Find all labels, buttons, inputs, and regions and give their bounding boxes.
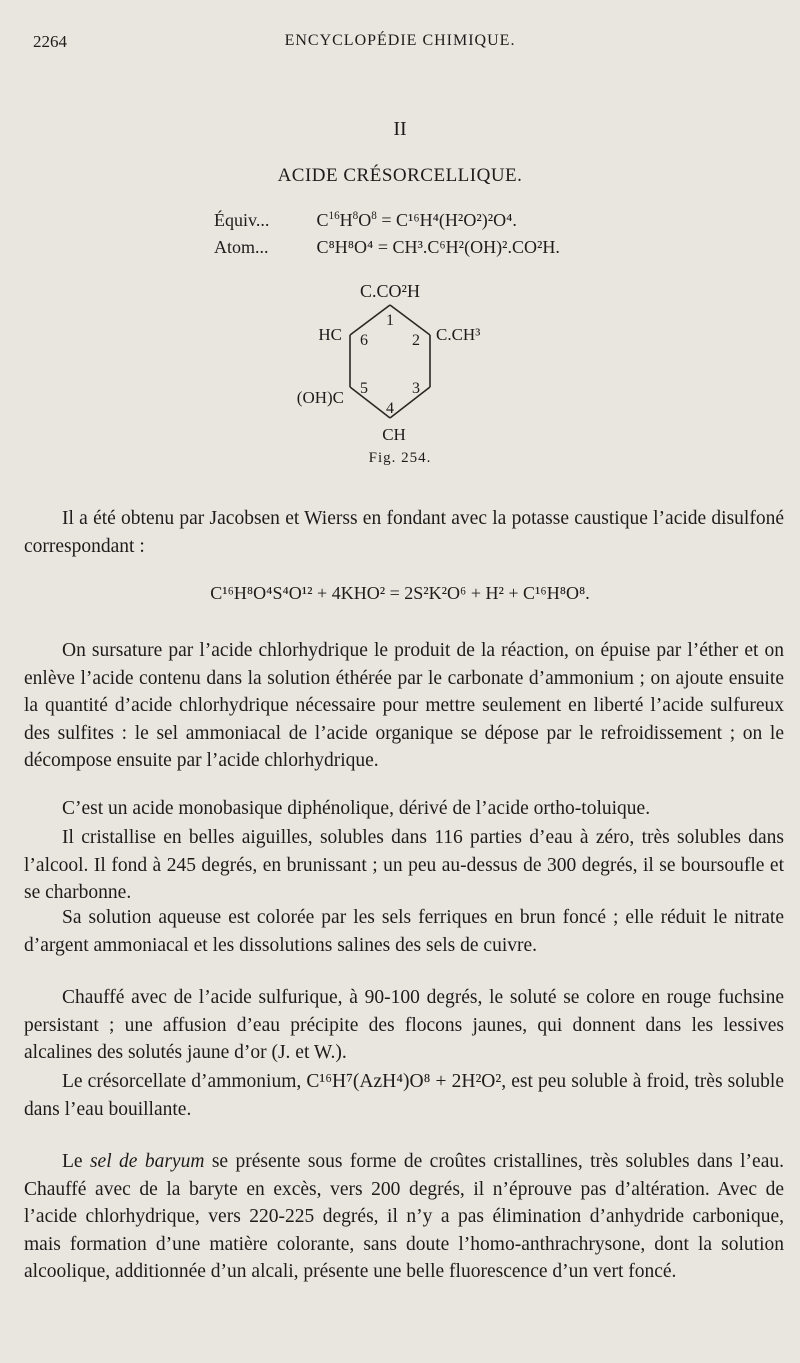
atom-rhs: = CH³.C⁶H²(OH)².CO²H. [377,237,560,257]
section-title: ACIDE CRÉSORCELLIQUE. [277,165,523,186]
substituent-bottom: CH [382,425,406,444]
position-6: 6 [360,332,368,349]
section-number: II [393,118,407,140]
running-title: ENCYCLOPÉDIE CHIMIQUE. [284,32,516,49]
paragraph-1: Il a été obtenu par Jacobsen et Wierss en fondant avec la potasse caustique l’acide disulfoné correspondant : [24,508,784,557]
equiv-lhs: $C^{16}H^8O^8$ [316,210,377,230]
position-1: 1 [386,312,394,329]
position-2: 2 [412,332,420,349]
italic-term: sel de baryum [89,1151,205,1172]
substituent-right-upper: C.CH³ [436,325,481,344]
substituent-top: C.CO²H [360,281,420,301]
paragraph-4: Il cristallise en belles aiguilles, solubles dans 116 parties d’eau à zéro, très solubles dans l’alcool. Il fond à 245 degrés, en brunissant ; un peu au-dessus de 300 degrés, il se boursoufle et se charbonne. [24,827,784,903]
position-5: 5 [360,380,368,397]
page-number: 2264 [33,32,67,51]
equiv-label: Équiv... [214,210,270,230]
structural-formula-diagram [260,275,520,450]
position-3: 3 [412,380,420,397]
paragraph-7: Le crésorcellate d’ammonium, C¹⁶H⁷(AzH⁴)O⁸ + 2H²O², est peu soluble à froid, très soluble dans l’eau bouillante. [24,1071,784,1120]
paragraph-3: C’est un acide monobasique diphénolique, dérivé de l’acide ortho-toluique. [62,798,651,819]
paragraph-5: Sa solution aqueuse est colorée par les sels ferriques en brun foncé ; elle réduit le nitrate d’argent ammoniacal et les dissolutions salines des sels de cuivre. [24,907,784,956]
substituent-left-upper: HC [318,325,342,344]
substituent-left-lower: (OH)C [296,388,344,407]
figure-caption: Fig. 254. [368,450,432,466]
equiv-rhs: = C¹⁶H⁴(H²O²)²O⁴. [381,210,517,230]
atom-label: Atom... [214,237,269,257]
atom-formula [214,237,560,258]
paragraph-8: Le sel de baryum se présente sous forme de croûtes cristallines, très solubles dans l’eau. Chauffé avec de la baryte en excès, vers 200 degrés, il n’éprouve pas d’altération. Avec de l’acide chlorhydrique, vers 220-225 degrés, il n’y a pas élimination d’anhydride carbonique, mais formation d’une matière colorante, sans doute l’homo-anthrachrysone, dont la solution alcoolique, additionnée d’un alcali, présente une belle fluorescence d’un vert foncé. [24,1151,784,1282]
equiv-formula [214,210,517,231]
paragraph-2: On sursature par l’acide chlorhydrique le produit de la réaction, on épuise par l’éther et on enlève l’acide contenu dans la solution éthérée par le carbonate d’ammonium ; on ajoute ensuite la quantité d’acide chlorhydrique nécessaire pour mettre seulement en liberté l’acide sulfureux des sulfites : le sel ammoniacal de l’acide organique se dépose par le refroidissement ; on le décompose ensuite par l’acide chlorhydrique. [24,640,784,771]
atom-lhs: C⁸H⁸O⁴ [316,237,374,257]
position-4: 4 [386,400,394,417]
paragraph-6: Chauffé avec de l’acide sulfurique, à 90-100 degrés, le soluté se colore en rouge fuchsine persistant ; une affusion d’eau précipite des flocons jaunes, qui donnent dans les lessives alcalines des solutés jaune d’or (J. et W.). [24,987,784,1063]
reaction-equation: C¹⁶H⁸O⁴S⁴O¹² + 4KHO² = 2S²K²O⁶ + H² + C¹⁶H⁸O⁸. [210,583,590,603]
